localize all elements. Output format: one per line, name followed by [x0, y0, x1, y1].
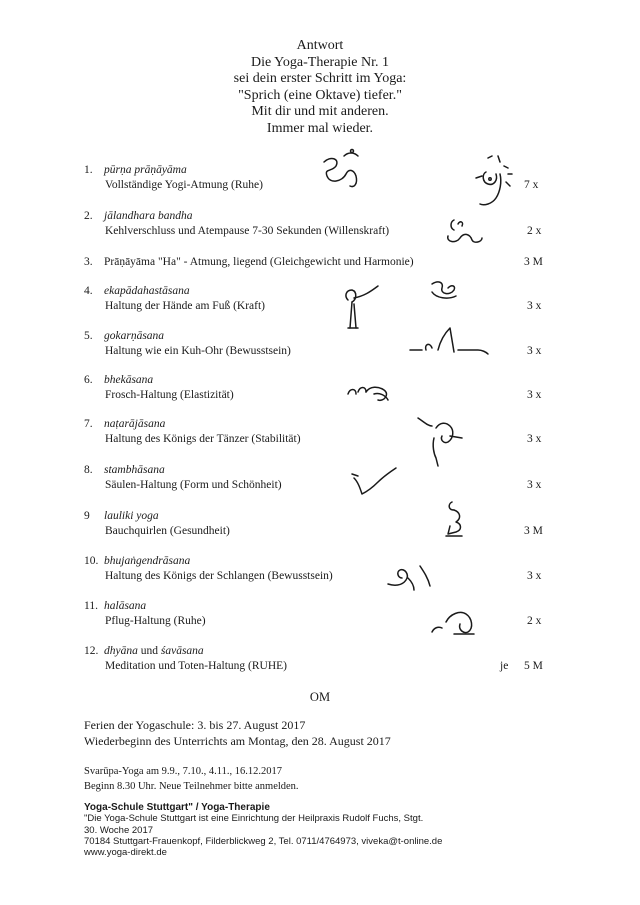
- exercise-name-conjunction: und: [137, 645, 161, 657]
- exercise-item: [84, 210, 624, 246]
- exercise-item: [84, 555, 624, 591]
- exercise-number: 9: [84, 510, 90, 522]
- exercise-sanskrit-name: naṭarājāsana: [104, 418, 166, 430]
- exercise-number: 11.: [84, 600, 98, 612]
- exercise-description: Prāṇāyāma "Ha" - Atmung, liegend (Gleichgewicht und Harmonie): [104, 256, 414, 268]
- exercise-item: [84, 418, 624, 454]
- frog-figure-icon: [344, 378, 400, 406]
- footer-line: 70184 Stuttgart-Frauenkopf, Filderblickweg 2, Tel. 0711/4764973, viveka@t-online.de: [84, 835, 443, 847]
- cobra-figure-icon: [384, 558, 442, 594]
- breathing-figure-icon: [470, 152, 518, 216]
- exercise-description: Kehlverschluss und Atempause 7-30 Sekunden (Willenskraft): [105, 225, 390, 237]
- exercise-item: [84, 645, 624, 681]
- exercise-description: Bauchquirlen (Gesundheit): [105, 525, 230, 537]
- exercise-repetitions-prefix: je: [500, 660, 509, 672]
- heading-line: Die Yoga-Therapie Nr. 1: [250, 54, 390, 70]
- exercise-repetitions: 3 M: [524, 525, 543, 537]
- exercise-sanskrit-name: śavāsana: [160, 645, 204, 657]
- exercise-sanskrit-name: stambhāsana: [104, 464, 165, 476]
- exercise-sanskrit-name: lauliki yoga: [104, 510, 159, 522]
- exercise-description: Haltung des Königs der Tänzer (Stabilität): [105, 433, 301, 445]
- exercise-sanskrit-name: bhujaṅgendrāsana: [104, 555, 191, 567]
- exercise-repetitions: 2 x: [527, 615, 542, 627]
- footer-line: 30. Woche 2017: [84, 824, 154, 836]
- exercise-item: [84, 256, 624, 268]
- exercise-number: 5.: [84, 330, 93, 342]
- exercise-number: 6.: [84, 374, 93, 386]
- svarupa-line: Svarūpa-Yoga am 9.9., 7.10., 4.11., 16.12.2017: [84, 766, 283, 777]
- exercise-repetitions: 3 x: [527, 433, 542, 445]
- exercise-sanskrit-name: gokarṇāsana: [104, 330, 165, 342]
- exercise-repetitions: 5 M: [524, 660, 543, 672]
- plough-figure-icon: [428, 604, 484, 640]
- throat-lock-figure-icon: [442, 212, 488, 244]
- exercise-repetitions: 3 x: [527, 479, 542, 491]
- exercise-description: Vollständige Yogi-Atmung (Ruhe): [105, 179, 263, 191]
- om-line: OM: [309, 690, 331, 704]
- abdominal-churning-figure-icon: [438, 498, 470, 542]
- heading-line: Immer mal wieder.: [266, 120, 374, 136]
- exercise-description: Haltung des Königs der Schlangen (Bewusstsein): [105, 570, 333, 582]
- exercise-sanskrit-name: ekapādahastāsana: [104, 285, 190, 297]
- exercise-sanskrit-name: pūrṇa prāṇāyāma: [104, 164, 187, 176]
- exercise-repetitions: 3 x: [527, 345, 542, 357]
- hands-to-foot-figure-icon: [334, 280, 390, 336]
- exercise-repetitions: 3 M: [524, 256, 543, 268]
- exercise-sanskrit-name: dhyāna: [104, 645, 138, 657]
- exercise-sanskrit-name: bhekāsana: [104, 374, 154, 386]
- exercise-number: 1.: [84, 164, 93, 176]
- exercise-number: 7.: [84, 418, 93, 430]
- exercise-repetitions: 7 x: [524, 179, 539, 191]
- cow-ear-figure-icon: [408, 324, 492, 360]
- exercise-description: Pflug-Haltung (Ruhe): [105, 615, 206, 627]
- holiday-notice: [84, 717, 391, 749]
- svarupa-notice: [84, 765, 299, 794]
- exercise-number: 12.: [84, 645, 99, 657]
- footer-title: Yoga-Schule Stuttgart" / Yoga-Therapie: [84, 802, 270, 813]
- exercise-sanskrit-name: halāsana: [104, 600, 147, 612]
- heading-line: "Sprich (eine Oktave) tiefer.": [238, 87, 402, 103]
- exercise-number: 4.: [84, 285, 93, 297]
- heading-line: sei dein erster Schritt im Yoga:: [233, 71, 407, 87]
- holiday-line: Ferien der Yogaschule: 3. bis 27. August 2017: [84, 718, 306, 732]
- exercise-repetitions: 2 x: [527, 225, 542, 237]
- holiday-line: Wiederbeginn des Unterrichts am Montag, den 28. August 2017: [84, 734, 391, 748]
- exercise-description: Meditation und Toten-Haltung (RUHE): [105, 660, 287, 672]
- exercise-item: [84, 510, 624, 546]
- om-symbol-icon: [318, 148, 364, 192]
- exercise-number: 3.: [84, 256, 93, 268]
- exercise-description: Haltung der Hände am Fuß (Kraft): [105, 300, 265, 312]
- footer-block: [84, 802, 624, 858]
- footer-line: "Die Yoga-Schule Stuttgart ist eine Einrichtung der Heilpraxis Rudolf Fuchs, Stgt.: [84, 813, 424, 825]
- exercise-number: 8.: [84, 464, 93, 476]
- exercise-item: [84, 600, 624, 636]
- hands-to-foot-detail-icon: [428, 278, 462, 302]
- exercise-repetitions: 3 x: [527, 570, 542, 582]
- heading-line: Antwort: [296, 38, 344, 53]
- exercise-sanskrit-name: jālandhara bandha: [104, 210, 193, 222]
- footer-line: www.yoga-direkt.de: [84, 847, 167, 859]
- exercise-number: 2.: [84, 210, 93, 222]
- exercise-repetitions: 3 x: [527, 389, 542, 401]
- pillar-figure-icon: [350, 462, 406, 502]
- heading-line: Mit dir und mit anderen.: [251, 104, 389, 120]
- exercise-description: Säulen-Haltung (Form und Schönheit): [105, 479, 282, 491]
- svarupa-line: Beginn 8.30 Uhr. Neue Teilnehmer bitte anmelden.: [84, 780, 299, 792]
- exercise-number: 10.: [84, 555, 99, 567]
- exercise-description: Haltung wie ein Kuh-Ohr (Bewusstsein): [105, 345, 291, 357]
- heading-block: [0, 38, 640, 138]
- exercise-description: Frosch-Haltung (Elastizität): [105, 389, 234, 401]
- dancer-figure-icon: [414, 414, 474, 474]
- exercise-repetitions: 3 x: [527, 300, 542, 312]
